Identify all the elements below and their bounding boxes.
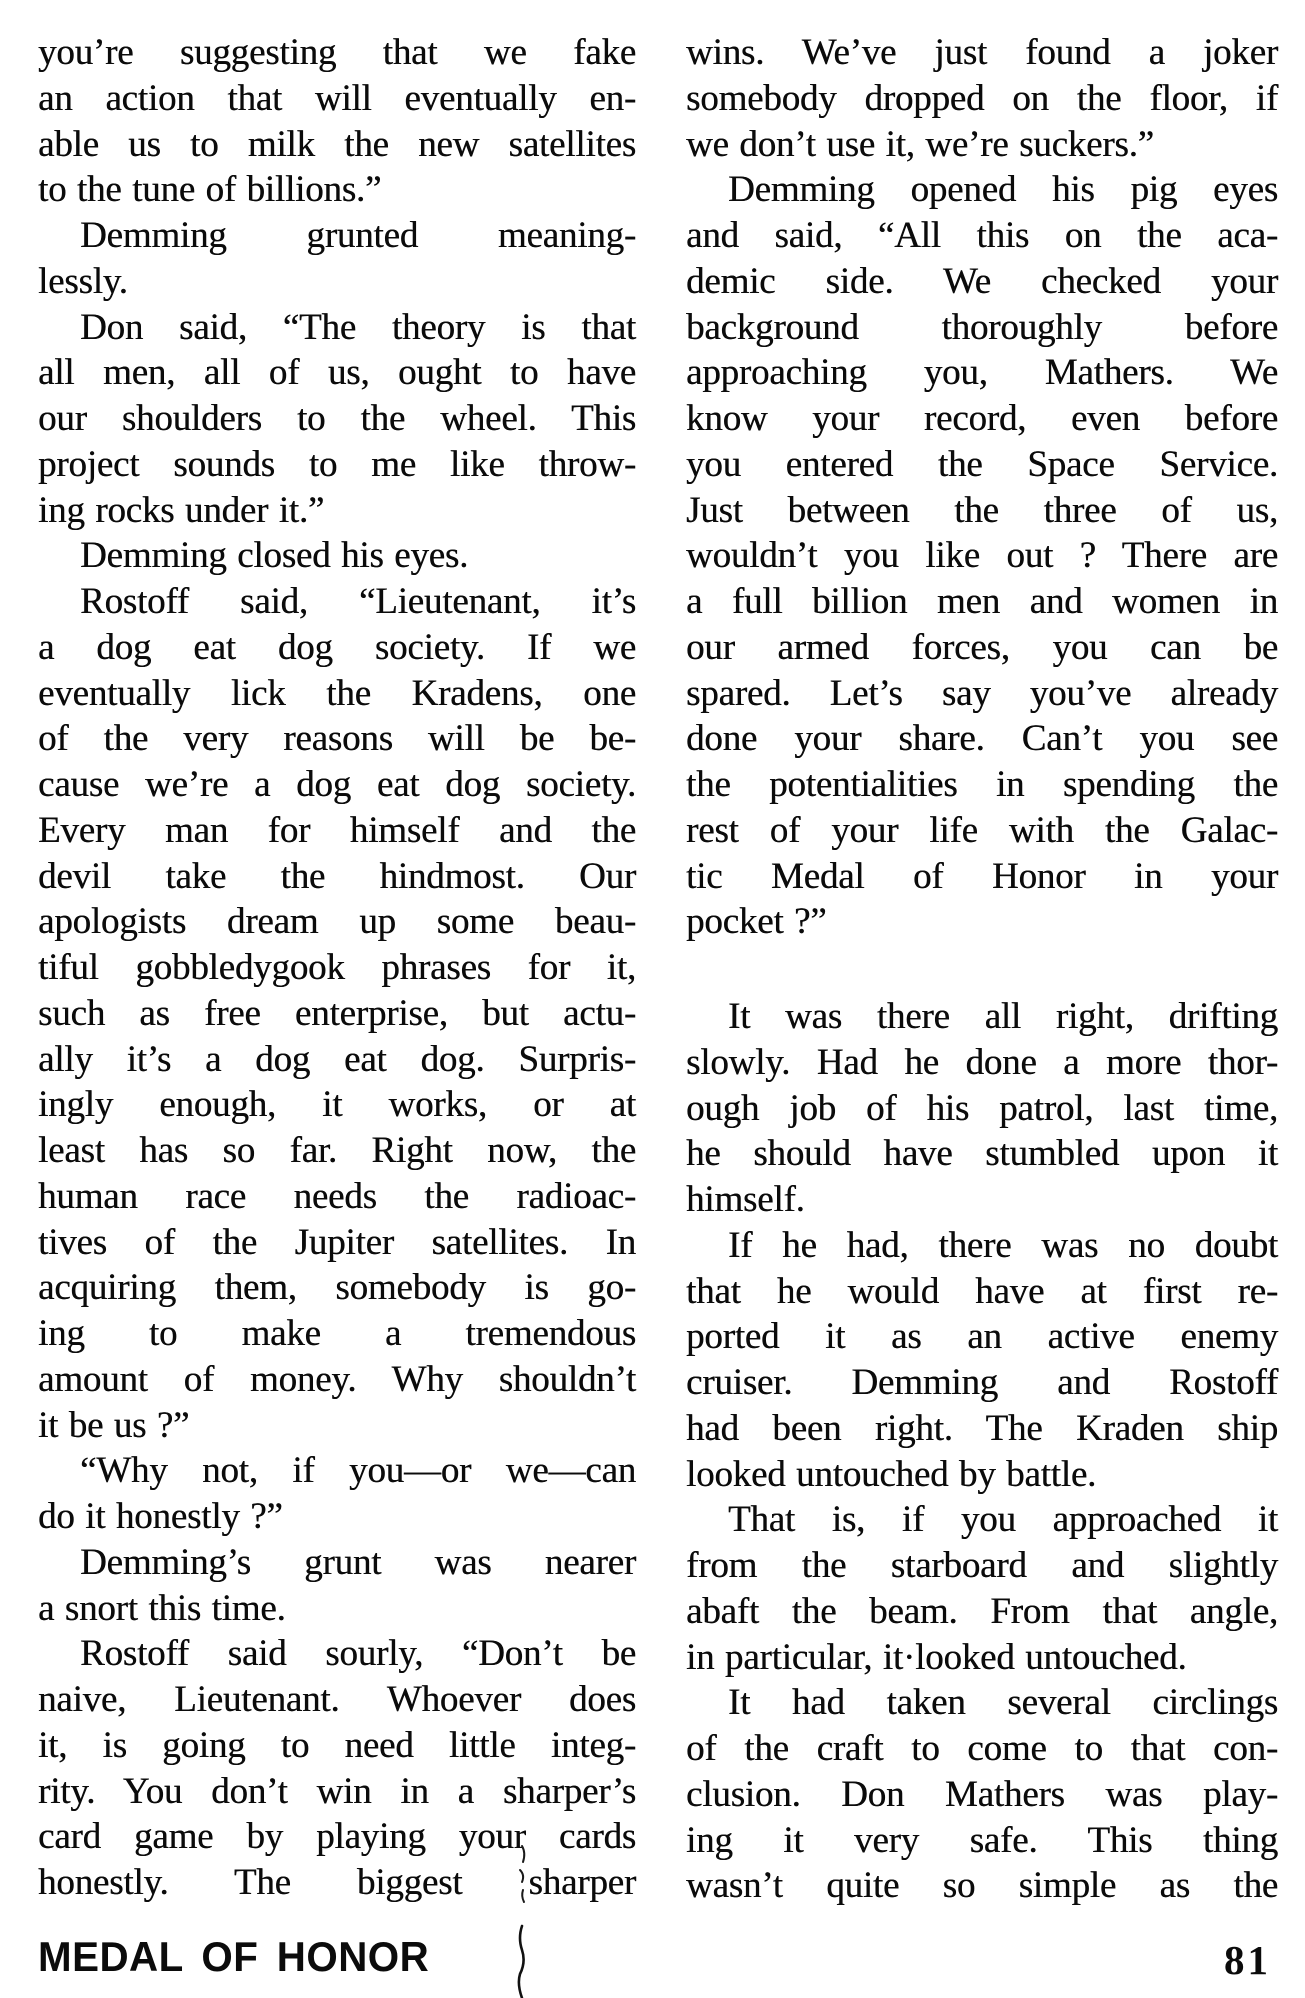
- text-line: and said, “All this on the aca-: [686, 215, 1278, 256]
- text-line: ported it as an active enemy: [686, 1316, 1278, 1358]
- text-line: “Why not, if you—or we—can: [80, 1450, 636, 1492]
- running-footer-title: MEDAL OF HONOR: [38, 1933, 430, 1980]
- text-line: apologists dream up some beau-: [38, 901, 636, 943]
- text-line: tic Medal of Honor in your: [686, 855, 1278, 897]
- text-line: to the tune of billions.”: [38, 169, 382, 211]
- text-line: ally it’s a dog eat dog. Surpris-: [38, 1038, 636, 1080]
- text-line: It had taken several circlings: [728, 1682, 1278, 1724]
- left-text-column: [38, 30, 636, 1906]
- text-line: do it honestly ?”: [38, 1496, 283, 1537]
- text-line: card game by playing your cards: [38, 1816, 636, 1858]
- text-line: it, is going to need little integ-: [38, 1724, 636, 1766]
- text-line: Demming opened his pig eyes: [728, 169, 1278, 211]
- text-line: cause we’re a dog eat dog society.: [38, 764, 636, 805]
- text-line: eventually lick the Kradens, one: [38, 672, 636, 714]
- text-line: a snort this time.: [38, 1587, 286, 1629]
- text-line: that he would have at first re-: [686, 1270, 1278, 1312]
- text-line: wins. We’ve just found a joker: [686, 32, 1278, 73]
- right-text-column: [686, 30, 1278, 1909]
- text-line: rity. You don’t win in a sharper’s: [38, 1770, 636, 1812]
- text-line: our armed forces, you can be: [686, 626, 1278, 668]
- text-line: rest of your life with the Galac-: [686, 809, 1278, 851]
- text-line: in particular, it·looked untouched.: [686, 1636, 1187, 1678]
- text-line: himself.: [686, 1179, 805, 1220]
- text-line: Demming grunted meaning-: [80, 215, 636, 256]
- text-line: tives of the Jupiter satellites. In: [38, 1221, 636, 1263]
- text-line: wasn’t quite so simple as the: [686, 1865, 1278, 1907]
- text-line: pocket ?”: [686, 901, 827, 943]
- text-line: slowly. Had he done a more thor-: [686, 1041, 1278, 1083]
- text-line: the potentialities in spending the: [686, 764, 1278, 805]
- text-line: amount of money. Why shouldn’t: [38, 1358, 636, 1400]
- text-line: Rostoff said sourly, “Don’t be: [80, 1633, 636, 1675]
- text-line: ough job of his patrol, last time,: [686, 1087, 1278, 1129]
- page-number: 81: [1224, 1937, 1271, 1983]
- text-line: devil take the hindmost. Our: [38, 855, 636, 897]
- text-line: background thoroughly before: [686, 306, 1278, 348]
- text-line: demic side. We checked your: [686, 260, 1278, 302]
- text-line: had been right. The Kraden ship: [686, 1407, 1278, 1449]
- text-line: you entered the Space Service.: [686, 443, 1278, 485]
- text-line: acquiring them, somebody is go-: [38, 1267, 636, 1309]
- ink-scratch-mark: [498, 1838, 552, 1998]
- text-line: clusion. Don Mathers was play-: [686, 1773, 1278, 1815]
- text-line: ing rocks under it.”: [38, 489, 325, 531]
- text-line: a dog eat dog society. If we: [38, 626, 636, 668]
- text-line: lessly.: [38, 260, 128, 302]
- text-line: That is, if you approached it: [728, 1499, 1278, 1541]
- text-line: a full billion men and women in: [686, 581, 1278, 622]
- text-line: abaft the beam. From that angle,: [686, 1590, 1278, 1632]
- text-line: an action that will eventually en-: [38, 77, 636, 119]
- text-line: our shoulders to the wheel. This: [38, 398, 636, 439]
- text-line: he should have stumbled upon it: [686, 1133, 1278, 1175]
- text-line: ing it very safe. This thing: [686, 1819, 1278, 1861]
- text-line: It was there all right, drifting: [728, 996, 1278, 1037]
- text-line: Every man for himself and the: [38, 809, 636, 851]
- text-line: able us to milk the new satellites: [38, 123, 636, 165]
- text-line: Demming closed his eyes.: [80, 535, 469, 577]
- text-line: ingly enough, it works, or at: [38, 1084, 636, 1126]
- text-line: of the very reasons will be be-: [38, 718, 636, 760]
- text-line: it be us ?”: [38, 1404, 190, 1446]
- text-line: Don said, “The theory is that: [80, 306, 636, 348]
- text-line: done your share. Can’t you see: [686, 718, 1278, 760]
- text-line: of the craft to come to that con-: [686, 1728, 1278, 1769]
- text-line: spared. Let’s say you’ve already: [686, 672, 1278, 714]
- text-line: approaching you, Mathers. We: [686, 352, 1278, 394]
- text-line: wouldn’t you like out ? There are: [686, 535, 1278, 577]
- text-line: If he had, there was no doubt: [728, 1224, 1278, 1266]
- text-line: looked untouched by battle.: [686, 1453, 1097, 1495]
- text-line: Demming’s grunt was nearer: [80, 1541, 636, 1583]
- text-line: we don’t use it, we’re suckers.”: [686, 123, 1154, 165]
- text-line: ing to make a tremendous: [38, 1313, 636, 1354]
- text-line: such as free enterprise, but actu-: [38, 992, 636, 1034]
- text-line: you’re suggesting that we fake: [38, 32, 636, 73]
- text-line: naive, Lieutenant. Whoever does: [38, 1679, 636, 1720]
- text-line: honestly. The biggest sharper: [38, 1862, 636, 1903]
- text-line: from the starboard and slightly: [686, 1545, 1278, 1586]
- text-line: least has so far. Right now, the: [38, 1130, 636, 1171]
- text-line: human race needs the radioac-: [38, 1175, 636, 1217]
- text-line: project sounds to me like throw-: [38, 443, 636, 485]
- text-line: know your record, even before: [686, 398, 1278, 439]
- section-break: [686, 945, 1278, 994]
- text-line: all men, all of us, ought to have: [38, 352, 636, 394]
- text-line: Just between the three of us,: [686, 489, 1278, 531]
- text-line: tiful gobbledygook phrases for it,: [38, 947, 636, 988]
- text-line: Rostoff said, “Lieutenant, it’s: [80, 581, 636, 622]
- text-line: cruiser. Demming and Rostoff: [686, 1362, 1278, 1403]
- text-line: somebody dropped on the floor, if: [686, 77, 1278, 119]
